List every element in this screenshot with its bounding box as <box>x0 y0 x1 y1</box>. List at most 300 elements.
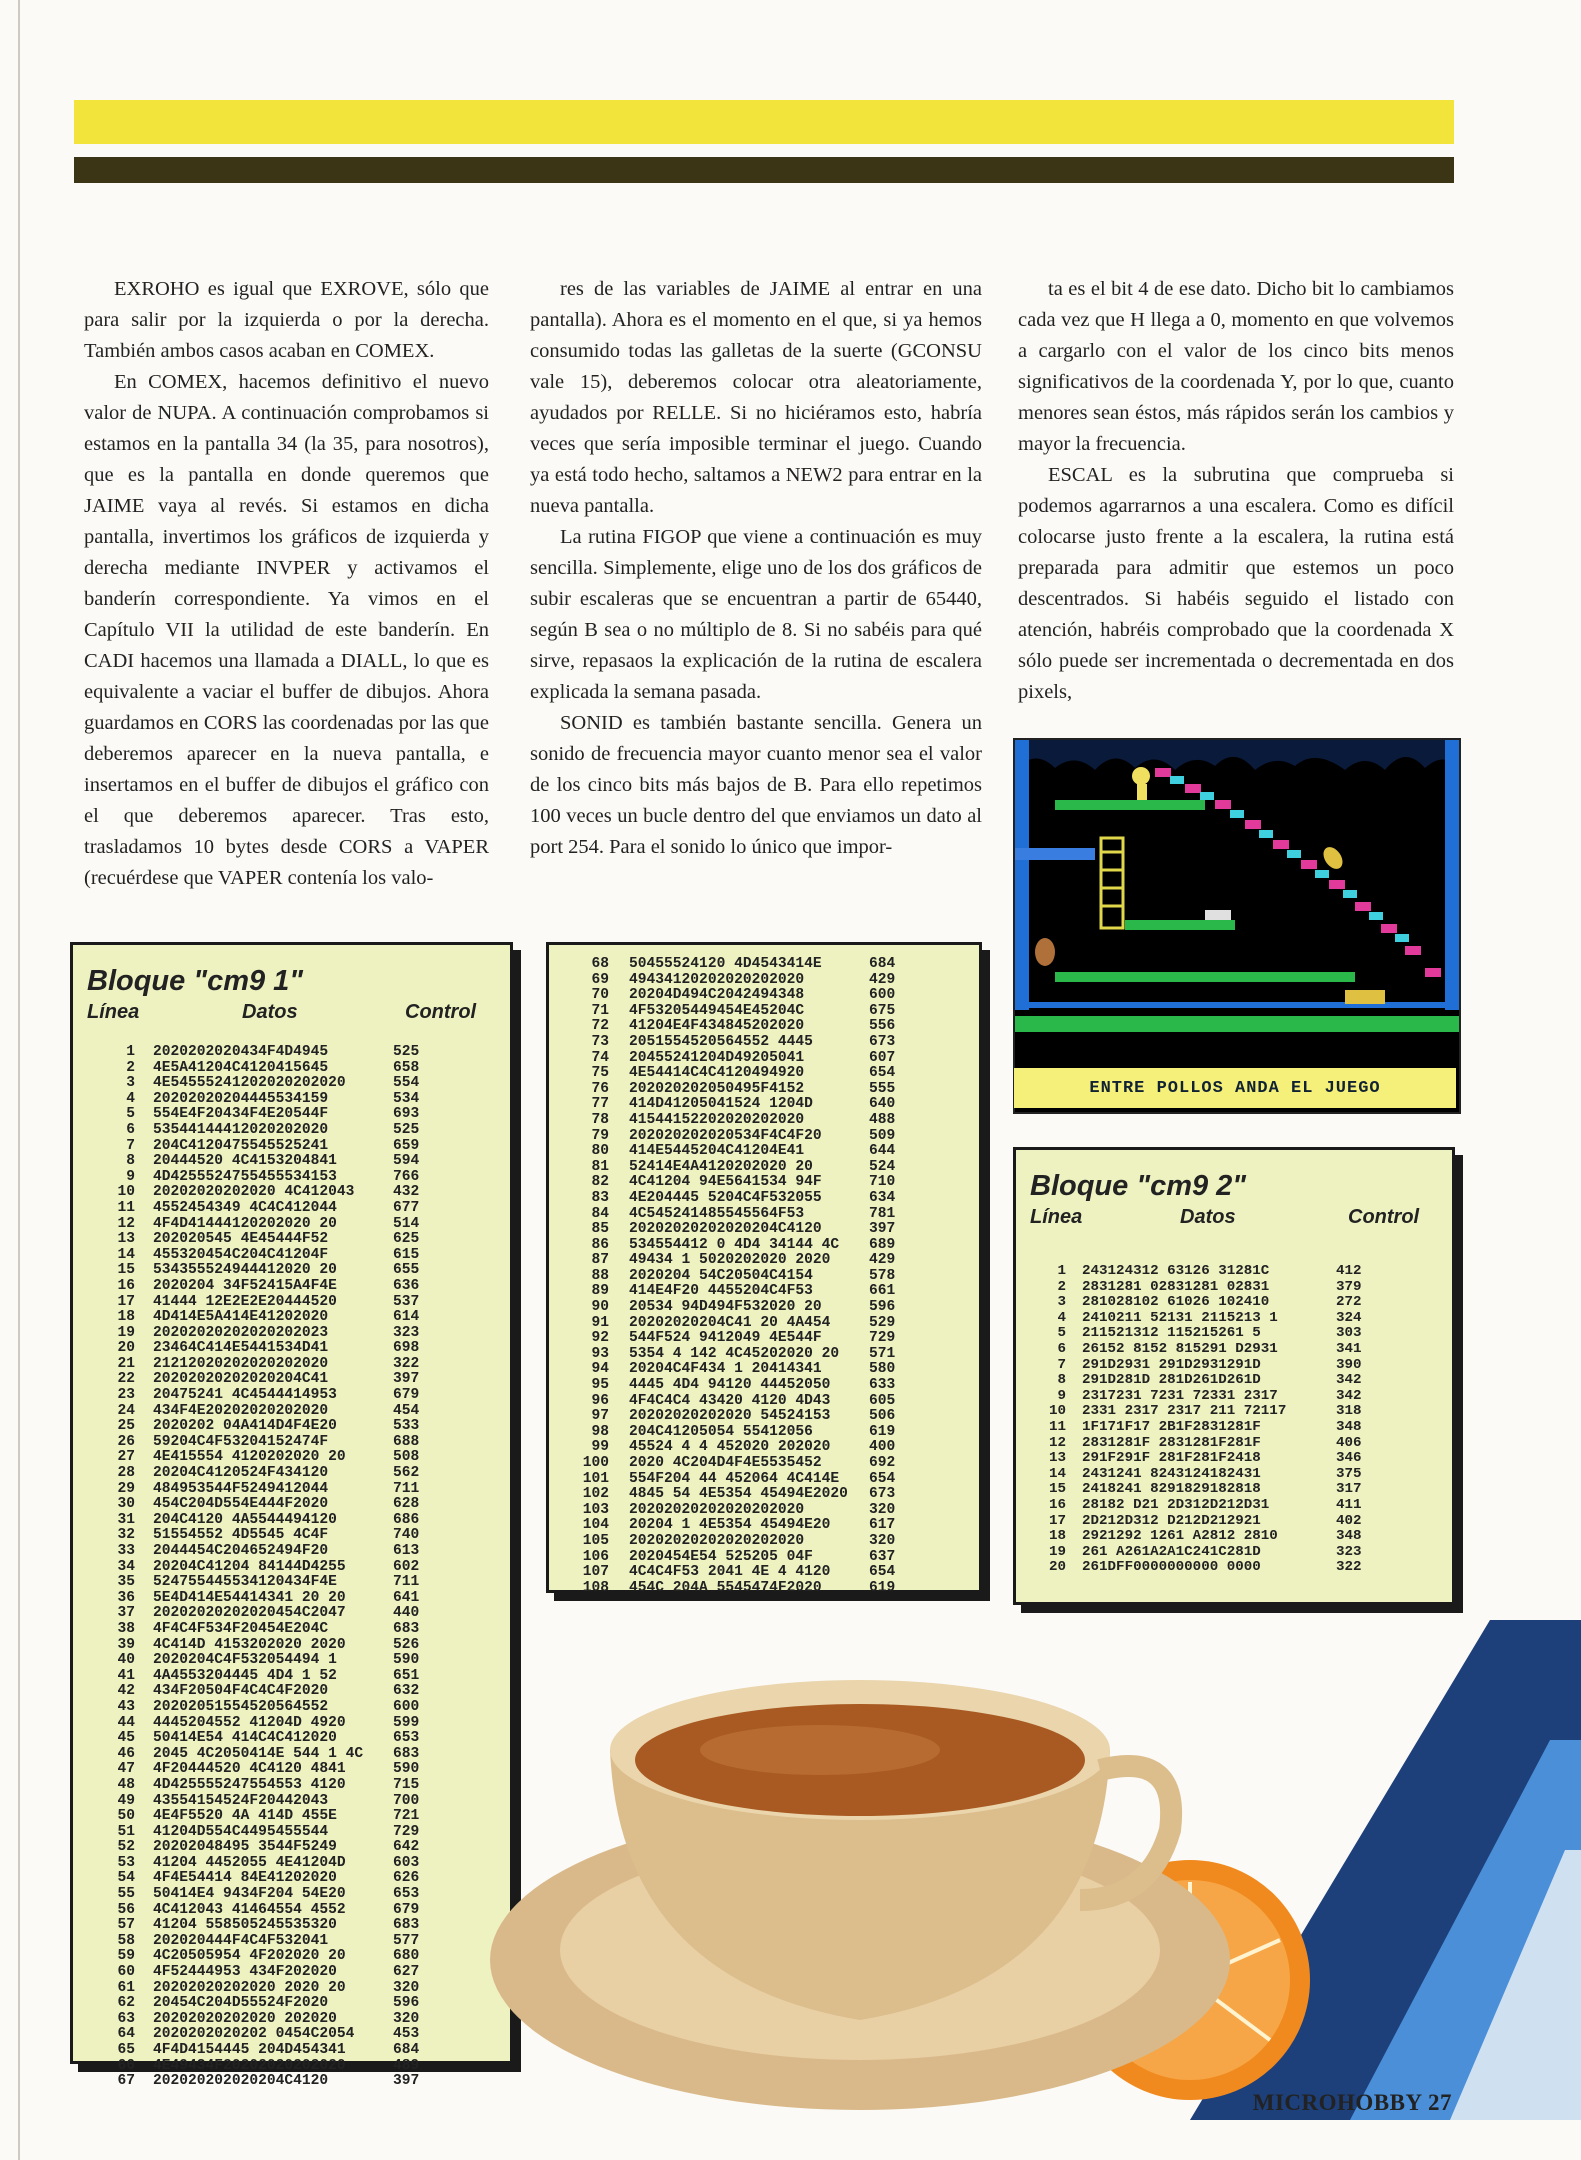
line-number: 37 <box>117 1605 135 1622</box>
paragraph: ESCAL es la subrutina que comprueba si podemos agarrarnos a una escalera. Como es difícil colocarse justo frente a la escalera, la rutina está preparada para admitir que estemos un poco descentrados. Si habéis seguido el listado con atención, habréis comprobado que la coordenada X sólo puede ser incrementada o decrementada en dos pixels, <box>1018 464 1454 703</box>
checksum: 636 <box>393 1277 420 1294</box>
hex-data: 2431241 8243124182431 <box>1082 1465 1261 1482</box>
line-number: 60 <box>117 1964 135 1981</box>
checksum: 683 <box>393 1917 420 1934</box>
checksum: 320 <box>393 1979 420 1996</box>
line-number: 15 <box>117 1262 135 1279</box>
hex-data: 434F4E20202020202020 <box>153 1402 329 1419</box>
hex-data: 4445204552 41204D 4920 <box>153 1714 346 1731</box>
line-number: 58 <box>117 1932 135 1949</box>
checksum: 534 <box>393 1090 420 1107</box>
checksum: 626 <box>393 1870 420 1887</box>
line-number: 48 <box>117 1776 135 1793</box>
table-row <box>73 1606 510 1622</box>
table-row <box>1016 1560 1452 1576</box>
line-number: 72 <box>591 1018 609 1035</box>
checksum: 640 <box>869 1096 896 1113</box>
line-number: 103 <box>582 1501 609 1518</box>
hex-data: 2331 2317 2317 211 72117 <box>1082 1403 1287 1420</box>
line-number: 96 <box>591 1392 609 1409</box>
table-row <box>549 1129 979 1145</box>
checksum: 675 <box>869 1002 896 1019</box>
checksum: 692 <box>869 1455 896 1471</box>
line-number: 80 <box>591 1143 609 1160</box>
checksum: 627 <box>393 1964 420 1981</box>
hex-data: 2020204 34F52415A4F4E <box>153 1277 337 1294</box>
table-row <box>549 957 979 973</box>
checksum: 602 <box>393 1558 420 1575</box>
table-row <box>549 1409 979 1425</box>
hex-data: 4E54555241202020202020 <box>153 1075 346 1092</box>
checksum: 402 <box>1336 1512 1362 1529</box>
line-number: 9 <box>126 1168 135 1185</box>
line-number: 36 <box>117 1589 135 1606</box>
table-row <box>549 1565 979 1581</box>
hex-data: 41204E4F434845202020 <box>629 1018 805 1035</box>
checksum: 341 <box>1336 1340 1362 1357</box>
hex-data: 20202020202020204C4120 <box>629 1221 822 1238</box>
line-number: 7 <box>1057 1356 1066 1373</box>
hex-data: 4E49434F20202020202020 <box>153 2057 346 2074</box>
line-number: 83 <box>591 1189 609 1206</box>
hex-data: 554F204 44 452064 4C414E <box>629 1470 840 1487</box>
checksum: 659 <box>393 1137 420 1154</box>
hex-data: 59204C4F53204152474F <box>153 1433 329 1450</box>
col-header-datos: Datos <box>1180 1206 1236 1228</box>
checksum: 348 <box>1336 1528 1362 1545</box>
checksum: 323 <box>393 1324 420 1341</box>
checksum: 632 <box>393 1683 420 1700</box>
hex-data: 51554552 4D5545 4C4F <box>153 1527 329 1544</box>
hex-data: 20204C4F434 1 20414341 <box>629 1361 822 1378</box>
table-row <box>73 1871 510 1887</box>
hex-data: 2D212D312 D212D212921 <box>1082 1512 1261 1529</box>
line-number: 107 <box>582 1564 609 1581</box>
checksum: 320 <box>393 2010 420 2027</box>
line-number: 57 <box>117 1917 135 1934</box>
hex-data: 52414E4A4120202020 20 <box>629 1158 813 1175</box>
checksum: 625 <box>393 1231 420 1248</box>
table-row <box>73 1591 510 1607</box>
checksum: 375 <box>1336 1465 1362 1482</box>
hex-data: 291D2931 291D2931291D <box>1082 1356 1261 1373</box>
table-row <box>73 1544 510 1560</box>
hex-data: 5354 4 142 4C45202020 20 <box>629 1345 840 1362</box>
table-row <box>73 1762 510 1778</box>
line-number: 20 <box>1048 1559 1066 1576</box>
line-number: 29 <box>117 1480 135 1497</box>
col-header-linea: Línea <box>1030 1206 1083 1228</box>
hex-data: 243124312 63126 31281C <box>1082 1263 1270 1279</box>
paragraph: En COMEX, hacemos definitivo el nuevo valor de NUPA. A continuación comprobamos si estamos en la pantalla 34 (la 35, para nosotros), que es la pantalla en donde queremos que JAIME vaya al revés. Si estamos en dicha pantalla, invertimos los gráficos de izquierda y derecha mediante INVPER y activamos el banderín correspondiente. Ya vimos en el Capítulo VII la utilidad de este banderín. En CADI hacemos una llamada a DIALL, lo que es equivalente a vaciar el buffer de dibujos. Ahora guardamos en CORS las coordenadas por las que deberemos aparecer en la nueva pantalla, e insertamos en el buffer de dibujos el gráfico con el que deberemos aparecer. Tras esto, trasladamos 10 bytes desde CORS a VAPER (recuérdese que VAPER contenía los valo- <box>84 371 489 889</box>
line-number: 81 <box>591 1158 609 1175</box>
table-row <box>73 2043 510 2059</box>
table-row <box>73 1887 510 1903</box>
checksum: 740 <box>393 1527 420 1544</box>
table-row <box>73 1372 510 1388</box>
checksum: 379 <box>1336 1278 1362 1295</box>
hex-data: 414E5445204C41204E41 <box>629 1143 805 1160</box>
listing-rows <box>73 1045 510 2090</box>
article-column-3 <box>1018 274 1454 708</box>
hex-data: 45524 4 4 452020 202020 <box>629 1439 831 1456</box>
game-screenshot <box>1013 738 1461 1114</box>
hex-data: 20202020202020202023 <box>153 1324 329 1341</box>
line-number: 98 <box>591 1423 609 1440</box>
checksum: 781 <box>869 1205 896 1222</box>
checksum: 529 <box>869 1314 896 1331</box>
line-number: 56 <box>117 1901 135 1918</box>
hex-data: 50414E54 414C4C412020 <box>153 1730 337 1747</box>
checksum: 617 <box>869 1517 896 1534</box>
line-number: 21 <box>117 1355 135 1372</box>
table-row <box>73 1310 510 1326</box>
line-number: 50 <box>117 1808 135 1825</box>
table-row <box>73 1996 510 2012</box>
checksum: 590 <box>393 1652 420 1669</box>
checksum: 603 <box>393 1854 420 1871</box>
line-number: 10 <box>1048 1403 1066 1420</box>
magazine-name: MICROHOBBY <box>1252 2090 1422 2115</box>
checksum: 680 <box>393 1948 420 1965</box>
table-row <box>73 1981 510 1997</box>
hex-data: 202020202050495F4152 <box>629 1080 805 1097</box>
checksum: 342 <box>1336 1372 1362 1389</box>
hex-data: 261 A261A2A1C241C281D <box>1082 1543 1261 1560</box>
hex-data: 4F20444520 4C4120 4841 <box>153 1761 346 1778</box>
line-number: 4 <box>1057 1309 1066 1326</box>
hex-data: 4C4C4F53 2041 4E 4 4120 <box>629 1564 831 1581</box>
table-row <box>73 1794 510 1810</box>
line-number: 51 <box>117 1823 135 1840</box>
table-row <box>1016 1436 1452 1452</box>
line-number: 17 <box>1048 1512 1066 1529</box>
hex-data: 261DFF0000000000 0000 <box>1082 1559 1261 1576</box>
line-number: 70 <box>591 987 609 1004</box>
checksum: 679 <box>393 1901 420 1918</box>
hex-data: 43554154524F20442043 <box>153 1792 329 1809</box>
table-row <box>73 1185 510 1201</box>
table-row <box>73 1809 510 1825</box>
line-number: 94 <box>591 1361 609 1378</box>
table-row <box>549 1347 979 1363</box>
hex-data: 41204 4452055 4E41204D <box>153 1854 346 1871</box>
hex-data: 4D414E5A414E41202020 <box>153 1309 329 1326</box>
checksum: 607 <box>869 1049 896 1066</box>
hex-data: 4F4D41444120202020 20 <box>153 1215 337 1232</box>
line-number: 82 <box>591 1174 609 1191</box>
line-number: 16 <box>117 1277 135 1294</box>
checksum: 619 <box>869 1579 896 1596</box>
checksum: 655 <box>393 1262 420 1279</box>
checksum: 698 <box>393 1340 420 1357</box>
hex-data: 2418241 8291829182818 <box>1082 1481 1261 1498</box>
hex-data: 291F291F 281F281F2418 <box>1082 1450 1261 1467</box>
line-number: 39 <box>117 1636 135 1653</box>
checksum: 590 <box>393 1761 420 1778</box>
table-row <box>73 1482 510 1498</box>
line-number: 25 <box>117 1418 135 1435</box>
hex-data: 204C4120475545525241 <box>153 1137 329 1154</box>
table-row <box>73 1949 510 1965</box>
checksum: 488 <box>869 1111 896 1128</box>
checksum: 766 <box>393 1168 420 1185</box>
table-row <box>73 1903 510 1919</box>
table-row <box>73 1201 510 1217</box>
table-row <box>73 1622 510 1638</box>
line-number: 77 <box>591 1096 609 1113</box>
hex-data: 20202020202020454C2047 <box>153 1605 346 1622</box>
line-number: 52 <box>117 1839 135 1856</box>
listing-block-1 <box>70 942 513 2090</box>
table-row <box>549 1550 979 1566</box>
checksum: 711 <box>393 1574 420 1591</box>
table-row <box>73 1326 510 1342</box>
table-row <box>73 1295 510 1311</box>
checksum: 651 <box>393 1667 420 1684</box>
table-row <box>549 1019 979 1035</box>
line-number: 27 <box>117 1449 135 1466</box>
line-number: 89 <box>591 1283 609 1300</box>
hex-data: 4E4F5520 4A 414D 455E <box>153 1808 337 1825</box>
hex-data: 50455524120 4D4543414E <box>629 956 822 972</box>
hex-data: 2020202020202 0454C2054 <box>153 2026 355 2043</box>
hex-data: 434F20504F4C4C4F2020 <box>153 1683 329 1700</box>
line-number: 59 <box>117 1948 135 1965</box>
line-number: 8 <box>126 1153 135 1170</box>
line-number: 18 <box>1048 1528 1066 1545</box>
line-number: 24 <box>117 1402 135 1419</box>
hex-data: 41444 12E2E2E20444520 <box>153 1293 337 1310</box>
hex-data: 2020454E54 525205 04F <box>629 1548 813 1565</box>
hex-data: 28182 D21 2D312D212D31 <box>1082 1496 1270 1513</box>
line-number: 11 <box>117 1199 135 1216</box>
table-row <box>549 1394 979 1410</box>
hex-data: 4445 4D4 94120 44452050 <box>629 1377 831 1394</box>
hex-data: 4F4D4154445 204D454341 <box>153 2042 346 2058</box>
hex-data: 2051554520564552 4445 <box>629 1033 813 1050</box>
checksum: 658 <box>393 1059 420 1076</box>
table-row <box>73 2012 510 2028</box>
hex-data: 26152 8152 815291 D2931 <box>1082 1340 1278 1357</box>
article-column-2 <box>530 274 982 863</box>
paragraph: ta es el bit 4 de ese dato. Dicho bit lo cambiamos cada vez que H llega a 0, momento en que volvemos a cargarlo con el valor de los cinco bits menos significativos de la coordenada Y, por lo que, cuanto menores sean éstos, más rápidos serán los cambios y mayor la frecuencia. <box>1018 278 1454 455</box>
hex-data: 2831281 02831281 02831 <box>1082 1278 1270 1295</box>
table-row <box>73 1965 510 1981</box>
table-row <box>549 1051 979 1067</box>
table-row <box>549 1440 979 1456</box>
line-number: 93 <box>591 1345 609 1362</box>
hex-data: 454C204D554E444F2020 <box>153 1496 329 1513</box>
table-row <box>73 1248 510 1264</box>
hex-data: 4F4C4F534F20454E204C <box>153 1620 329 1637</box>
paragraph: res de las variables de JAIME al entrar en una pantalla). Ahora es el momento en el que, si ya hemos consumido todas las galletas de la suerte (GCONSU vale 15), deberemos colocar otra aleatoriamente, ayudados por RELLE. Si no hiciéramos esto, habría veces que sería imposible terminar el juego. Cuando ya está todo hecho, saltamos a NEW2 para entrar en la nueva pantalla. <box>530 278 982 517</box>
hex-data: 414D41205041524 1204D <box>629 1096 813 1113</box>
table-row <box>549 1316 979 1332</box>
table-row <box>1016 1514 1452 1530</box>
hex-data: 202020202020204C4120 <box>153 2073 329 2090</box>
hex-data: 4E5A41204C4120415645 <box>153 1059 329 1076</box>
table-row <box>73 1092 510 1108</box>
table-row <box>549 1362 979 1378</box>
table-row <box>1016 1529 1452 1545</box>
checksum: 613 <box>393 1543 420 1559</box>
table-row <box>549 1300 979 1316</box>
table-row <box>549 1004 979 1020</box>
checksum: 677 <box>393 1199 420 1216</box>
table-row <box>549 1175 979 1191</box>
checksum: 654 <box>869 1065 896 1082</box>
line-number: 26 <box>117 1433 135 1450</box>
hex-data: 50414E4 9434F204 54E20 <box>153 1886 346 1903</box>
hex-data: 20202020202020 202020 <box>153 2010 337 2027</box>
checksum: 641 <box>393 1589 420 1606</box>
table-row <box>549 1082 979 1098</box>
checksum: 303 <box>1336 1325 1362 1342</box>
line-number: 23 <box>117 1387 135 1404</box>
hex-data: 4F4C4C4 43420 4120 4D43 <box>629 1392 831 1409</box>
line-number: 14 <box>117 1246 135 1263</box>
hex-data: 20202020204C41 20 4A454 <box>629 1314 831 1331</box>
hex-data: 21212020202020202020 <box>153 1355 329 1372</box>
line-number: 6 <box>126 1121 135 1138</box>
line-number: 10 <box>117 1184 135 1201</box>
checksum: 406 <box>1336 1434 1362 1451</box>
line-number: 105 <box>582 1532 609 1549</box>
line-number: 13 <box>117 1231 135 1248</box>
hex-data: 4F53205449454E45204C <box>629 1002 805 1019</box>
line-number: 102 <box>582 1486 609 1503</box>
hex-data: 2020202020434F4D4945 <box>153 1044 329 1060</box>
hex-data: 20454C204D55524F2020 <box>153 1995 329 2012</box>
line-number: 54 <box>117 1870 135 1887</box>
table-row <box>1016 1389 1452 1405</box>
line-number: 7 <box>126 1137 135 1154</box>
hex-data: 484953544F5249412044 <box>153 1480 329 1497</box>
checksum: 400 <box>869 1439 896 1456</box>
hex-data: 202020545 4E45444F52 <box>153 1231 329 1248</box>
checksum: 594 <box>393 1153 420 1170</box>
table-row <box>73 1170 510 1186</box>
checksum: 619 <box>869 1423 896 1440</box>
checksum: 397 <box>393 1371 420 1388</box>
checksum: 679 <box>393 1387 420 1404</box>
line-number: 31 <box>117 1511 135 1528</box>
hex-data: 20204C41204 84144D4255 <box>153 1558 346 1575</box>
table-row <box>1016 1358 1452 1374</box>
line-number: 6 <box>1057 1340 1066 1357</box>
hex-data: 20202020202020204C41 <box>153 1371 329 1388</box>
hex-data: 20202020202020202020 <box>629 1532 805 1549</box>
table-row <box>549 1035 979 1051</box>
checksum: 642 <box>393 1839 420 1856</box>
checksum: 596 <box>393 1995 420 2012</box>
line-number: 78 <box>591 1111 609 1128</box>
table-row <box>73 1778 510 1794</box>
checksum: 317 <box>1336 1481 1362 1498</box>
checksum: 729 <box>869 1330 896 1347</box>
checksum: 320 <box>869 1532 896 1549</box>
table-row <box>73 1528 510 1544</box>
line-number: 53 <box>117 1854 135 1871</box>
page-footer <box>1253 2090 1452 2116</box>
checksum: 346 <box>1336 1450 1362 1467</box>
table-row <box>73 1388 510 1404</box>
hex-data: 4A4553204445 4D4 1 52 <box>153 1667 337 1684</box>
line-number: 73 <box>591 1033 609 1050</box>
hex-data: 4C41204 94E5641534 94F <box>629 1174 822 1191</box>
line-number: 43 <box>117 1698 135 1715</box>
table-row <box>73 1217 510 1233</box>
line-number: 22 <box>117 1371 135 1388</box>
hex-data: 414E4F20 4455204C4F53 <box>629 1283 813 1300</box>
line-number: 17 <box>117 1293 135 1310</box>
line-number: 68 <box>591 956 609 972</box>
checksum: 526 <box>393 1636 420 1653</box>
line-number: 66 <box>117 2057 135 2074</box>
table-row <box>73 1123 510 1139</box>
line-number: 3 <box>1057 1294 1066 1311</box>
line-number: 15 <box>1048 1481 1066 1498</box>
table-row <box>1016 1295 1452 1311</box>
checksum: 688 <box>393 1433 420 1450</box>
checksum: 605 <box>869 1392 896 1409</box>
checksum: 700 <box>393 1792 420 1809</box>
line-number: 79 <box>591 1127 609 1144</box>
hex-data: 20204 1 4E5354 45494E20 <box>629 1517 831 1534</box>
hex-data: 2020204C4F532054494 1 <box>153 1652 337 1669</box>
table-row <box>549 1534 979 1550</box>
line-number: 49 <box>117 1792 135 1809</box>
game-caption: ENTRE POLLOS ANDA EL JUEGO <box>1014 1068 1456 1108</box>
col-header-control: Control <box>405 1001 477 1023</box>
hex-data: 20475241 4C4544414953 <box>153 1387 337 1404</box>
line-number: 106 <box>582 1548 609 1565</box>
line-number: 11 <box>1048 1418 1066 1435</box>
hex-data: 204C41205054 55412056 <box>629 1423 813 1440</box>
table-row <box>549 1222 979 1238</box>
hex-data: 20455241204D49205041 <box>629 1049 805 1066</box>
line-number: 76 <box>591 1080 609 1097</box>
table-row <box>73 1731 510 1747</box>
line-number: 46 <box>117 1745 135 1762</box>
table-row <box>1016 1420 1452 1436</box>
checksum: 348 <box>1336 1418 1362 1435</box>
table-row <box>549 1238 979 1254</box>
checksum: 555 <box>869 1080 896 1097</box>
table-row <box>549 1191 979 1207</box>
checksum: 661 <box>869 1283 896 1300</box>
hex-data: 4C545241485545564F53 <box>629 1205 805 1222</box>
checksum: 411 <box>1336 1496 1362 1513</box>
table-row <box>73 1466 510 1482</box>
line-number: 28 <box>117 1465 135 1482</box>
checksum: 322 <box>1336 1559 1362 1576</box>
line-number: 55 <box>117 1886 135 1903</box>
table-row <box>1016 1451 1452 1467</box>
listing-rows <box>549 957 979 1596</box>
table-row <box>549 1269 979 1285</box>
checksum: 524 <box>869 1158 896 1175</box>
line-number: 91 <box>591 1314 609 1331</box>
hex-data: 281028102 61026 102410 <box>1082 1294 1270 1311</box>
table-row <box>1016 1545 1452 1561</box>
hex-data: 4C414D 4153202020 2020 <box>153 1636 346 1653</box>
hex-data: 2044454C204652494F20 <box>153 1543 329 1559</box>
line-number: 12 <box>117 1215 135 1232</box>
table-row <box>549 1284 979 1300</box>
checksum: 432 <box>393 1184 420 1201</box>
